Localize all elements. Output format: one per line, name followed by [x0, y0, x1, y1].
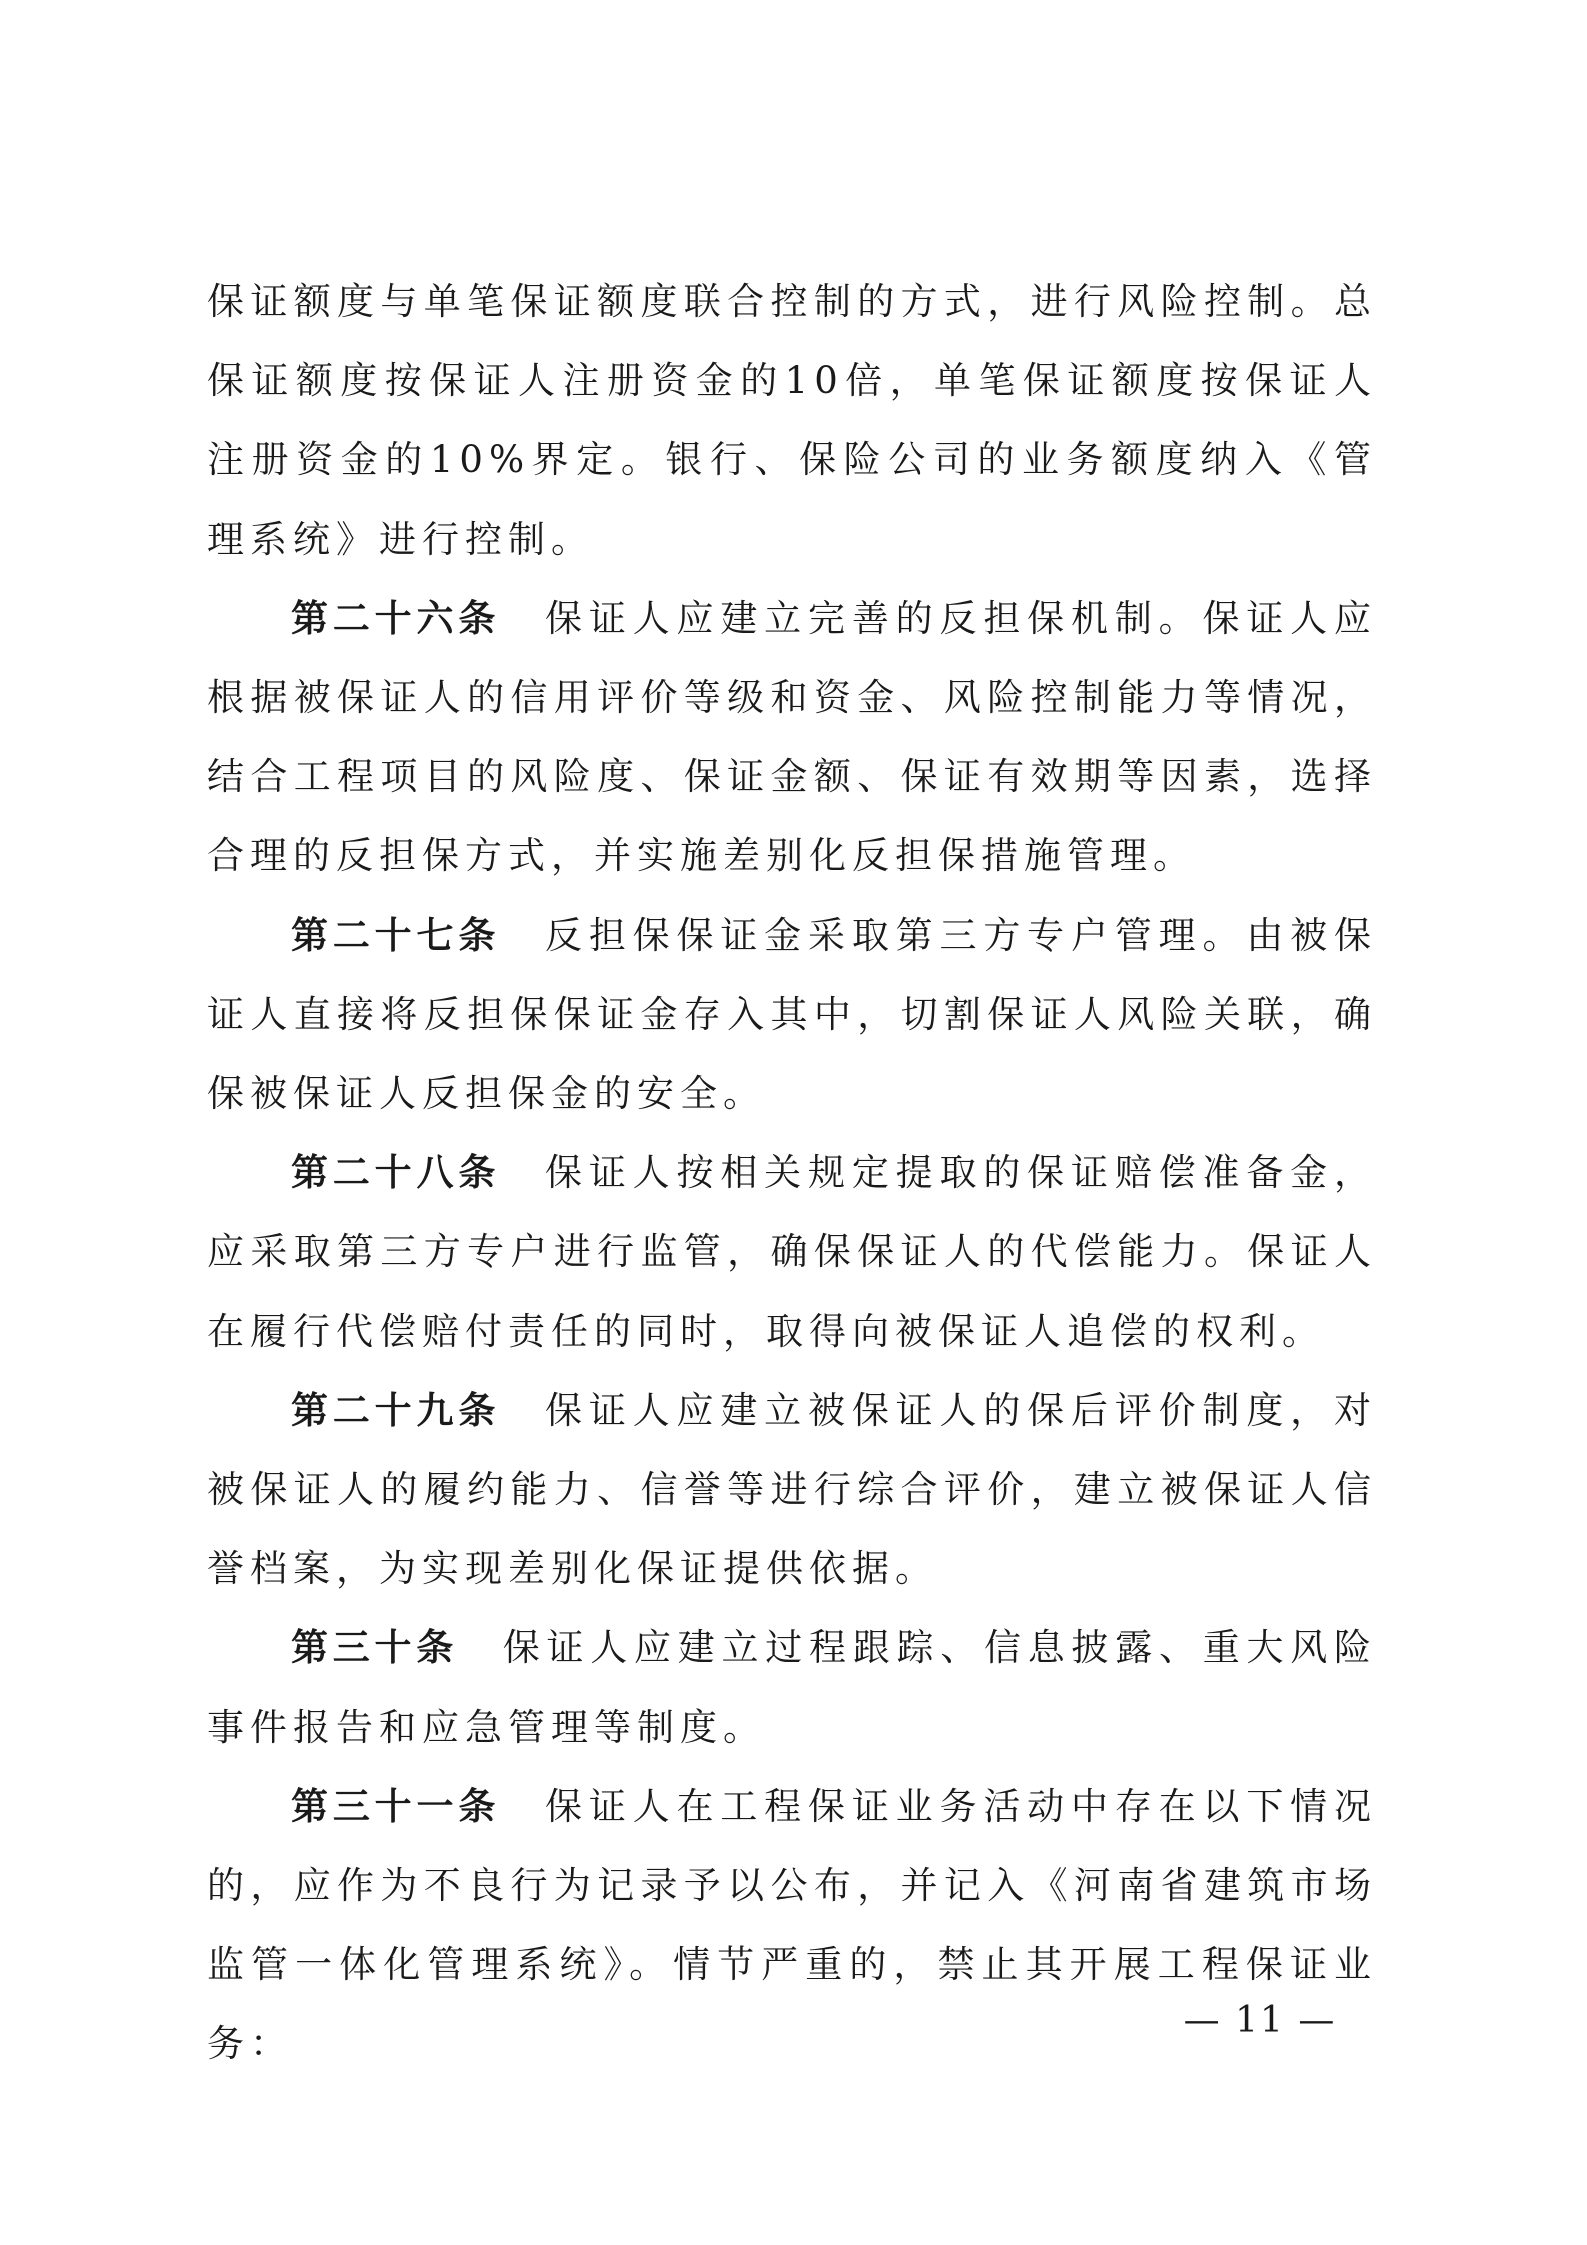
article-number: 第二十八条 — [291, 1151, 501, 1195]
body-text — [207, 262, 1377, 2084]
article-number: 第三十一条 — [291, 1784, 501, 1828]
article-text: 保证人按相关规定提取的保证赔偿准备金，应采取第三方专户进行监管，确保保证人的代偿能力。保证人在履行代偿赔付责任的同时，取得向被保证人追偿的权利。 — [207, 1151, 1378, 1353]
article-27 — [207, 896, 1377, 1134]
paragraph-continued — [207, 262, 1377, 579]
article-number: 第三十条 — [291, 1626, 458, 1670]
paragraph-text: 保证额度与单笔保证额度联合控制的方式，进行风险控制。总保证额度按保证人注册资金的10倍，单笔保证额度按保证人注册资金的10%界定。银行、保险公司的业务额度纳入《管理系统》进行控制。 — [207, 280, 1377, 561]
article-28 — [207, 1133, 1377, 1371]
article-number: 第二十九条 — [291, 1388, 501, 1432]
article-29 — [207, 1371, 1377, 1609]
article-text: 保证人应建立完善的反担保机制。保证人应根据被保证人的信用评价等级和资金、风险控制能力等情况，结合工程项目的风险度、保证金额、保证有效期等因素，选择合理的反担保方式，并实施差别化反担保措施管理。 — [207, 596, 1378, 878]
article-number: 第二十七条 — [291, 913, 501, 957]
article-text: 反担保保证金采取第三方专户管理。由被保证人直接将反担保保证金存入其中，切割保证人风险关联，确保被保证人反担保金的安全。 — [207, 913, 1378, 1116]
article-number: 第二十六条 — [291, 596, 501, 640]
article-26 — [207, 579, 1377, 896]
article-text: 保证人应建立过程跟踪、信息披露、重大风险事件报告和应急管理等制度。 — [207, 1626, 1377, 1749]
article-text: 保证人应建立被保证人的保后评价制度，对被保证人的履约能力、信誉等进行综合评价，建立被保证人信誉档案，为实现差别化保证提供依据。 — [207, 1388, 1378, 1591]
article-30 — [207, 1608, 1377, 1766]
page-number: — 11 — — [1183, 2000, 1337, 2041]
article-text: 保证人在工程保证业务活动中存在以下情况的，应作为不良行为记录予以公布，并记入《河南省建筑市场监管一体化管理系统》。情节严重的，禁止其开展工程保证业务： — [207, 1784, 1378, 2066]
